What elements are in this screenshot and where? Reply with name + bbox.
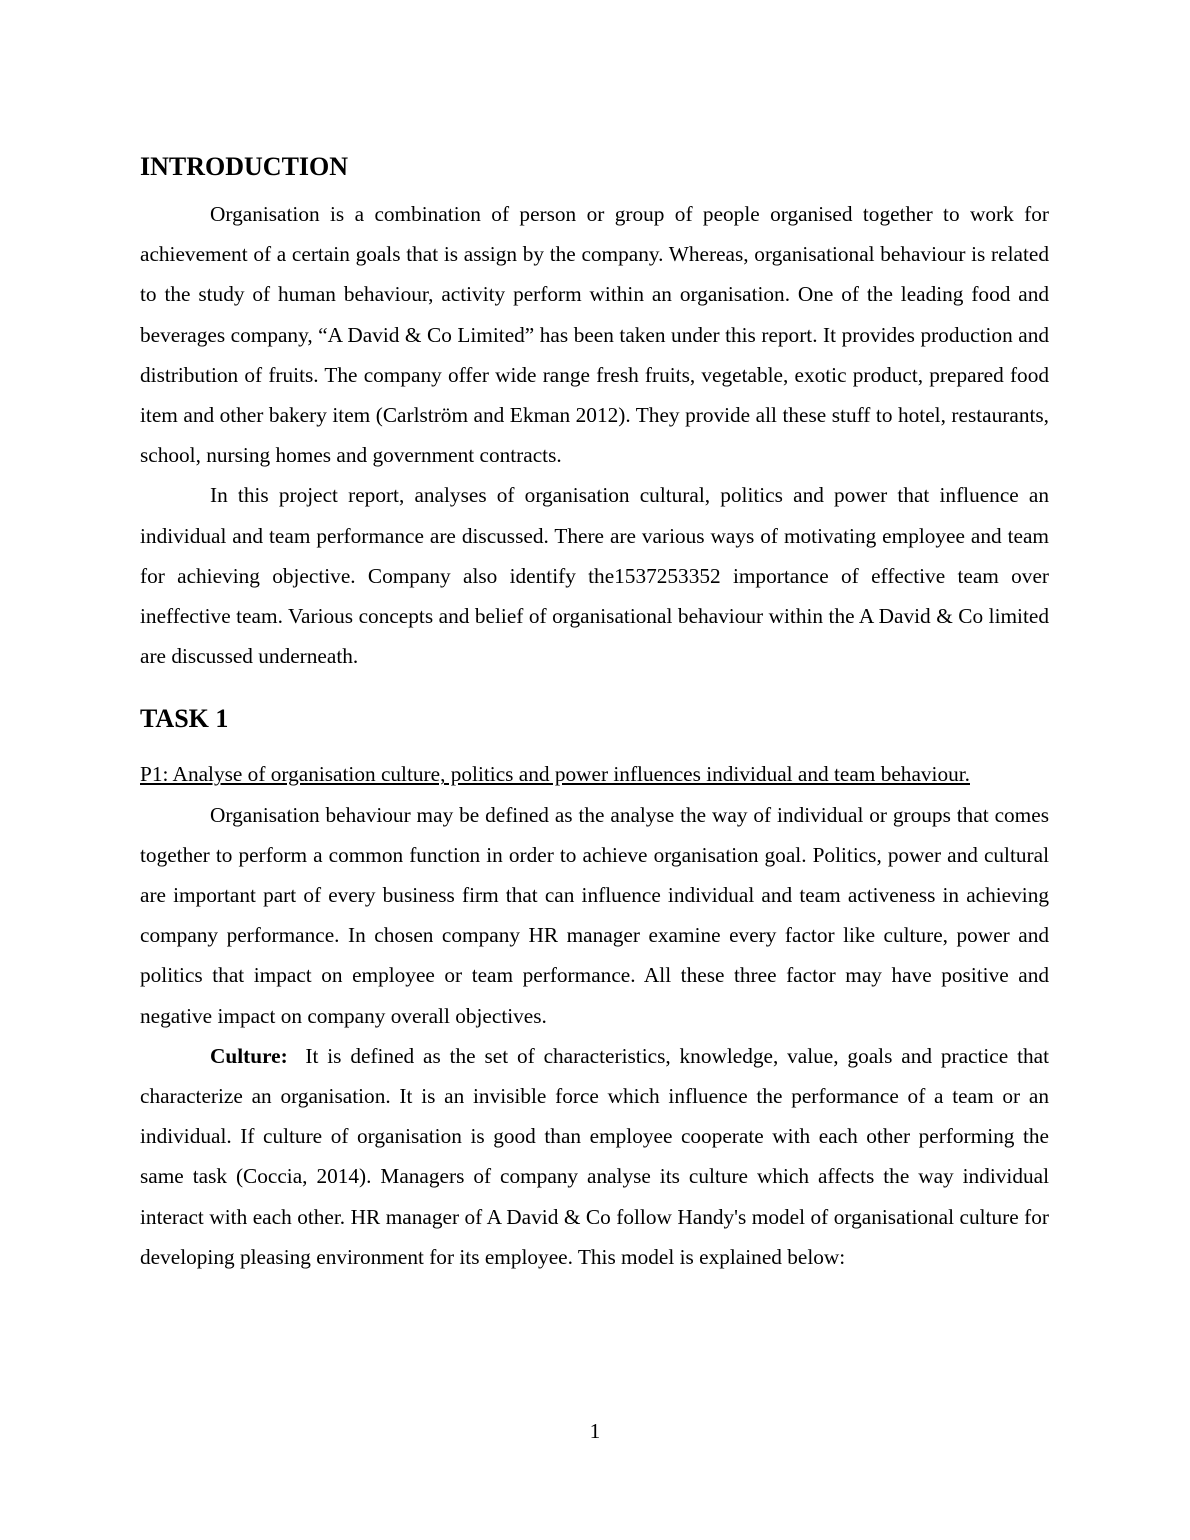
task-1-heading: TASK 1: [140, 704, 229, 734]
culture-text: It is defined as the set of characteristics, knowledge, value, goals and practice that characterize an organisation. It is an invisible force which influence the performance of a team or an individual. If culture of organisation is good than employee cooperate with each other performing the same task (Coccia, 2014). Managers of company analyse its culture which affects the way individual interact with each other. HR manager of A David & Co follow Handy's model of organisational culture for developing pleasing environment for its employee. This model is explained below:: [140, 1043, 1049, 1269]
p1-subheading: P1: Analyse of organisation culture, politics and power influences individual and team behaviour.: [140, 762, 970, 787]
task-1-paragraph: Organisation behaviour may be defined as the analyse the way of individual or groups that comes together to perform a common function in order to achieve organisation goal. Politics, power and cultural are important part of every business firm that can influence individual and team activeness in achieving company performance. In chosen company HR manager examine every factor like culture, power and politics that impact on employee or team performance. All these three factor may have positive and negative impact on company overall objectives.: [140, 802, 1049, 1028]
page-content: [140, 150, 1049, 1277]
introduction-heading: INTRODUCTION: [140, 152, 349, 181]
page-number: 1: [589, 1419, 601, 1443]
intro-paragraph-2: In this project report, analyses of organisation cultural, politics and power that influence an individual and team performance are discussed. There are various ways of motivating employee and team for achieving objective. Company also identify the1537253352 importance of effective team over ineffective team. Various concepts and belief of organisational behaviour within the A David & Co limited are discussed underneath.: [140, 483, 1049, 669]
culture-label: Culture:: [210, 1043, 288, 1068]
intro-paragraph-1: Organisation is a combination of person or group of people organised together to work for achievement of a certain goals that is assign by the company. Whereas, organisational behaviour is related to the study of human behaviour, activity perform within an organisation. One of the leading food and beverages company, “A David & Co Limited” has been taken under this report. It provides production and distribution of fruits. The company offer wide range fresh fruits, vegetable, exotic product, prepared food item and other bakery item (Carlström and Ekman 2012). They provide all these stuff to hotel, restaurants, school, nursing homes and government contracts.: [140, 202, 1049, 468]
culture-paragraph: [140, 1036, 1049, 1277]
